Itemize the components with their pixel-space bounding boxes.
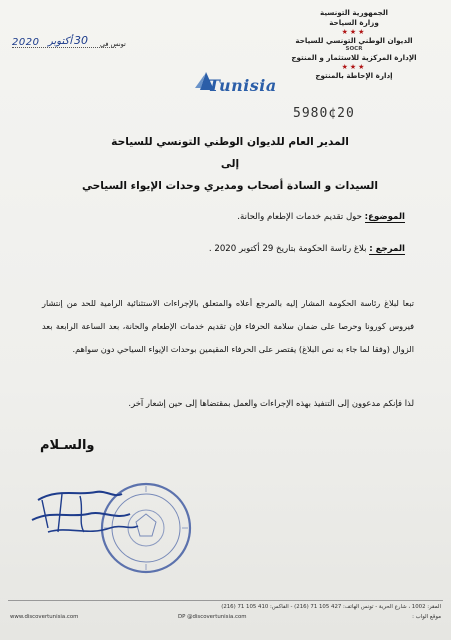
footer-website-label: موقع الواب : xyxy=(412,614,441,620)
closing-sentence: لذا فإنكم مدعوون إلى التنفيذ بهذه الإجراءات والعمل بمقتضاها إلى حين إشعار آخر. xyxy=(128,398,414,408)
title-recipients: السيدات و السادة أصحاب ومديري وحدات الإيواء السياحي xyxy=(81,180,379,192)
salutation: والسـلام xyxy=(40,438,95,453)
date-prefix: تونس في xyxy=(100,40,126,48)
reference-line xyxy=(75,244,405,254)
stars-divider-2: ★★★ xyxy=(341,63,367,71)
office-code: SOCR xyxy=(345,46,363,52)
reference-text: بلاغ رئاسة الحكومة بتاريخ 29 أكتوبر 2020 . xyxy=(208,244,370,254)
date-dotted-line xyxy=(12,47,116,48)
date-year: 2020 xyxy=(12,37,40,48)
footer-website[interactable]: www.discovertunisia.com xyxy=(10,614,79,620)
department-line: إدارة الإحاطة بالمنتوج xyxy=(315,71,393,80)
official-stamp-and-signature xyxy=(18,470,193,580)
subject-text: حول تقديم خدمات الإطعام والحانة. xyxy=(237,212,365,222)
ministry-line: وزارة السياحة xyxy=(329,18,379,27)
subject-label: الموضوع: xyxy=(364,212,405,222)
body-paragraph: تبعا لبلاغ رئاسة الحكومة المشار إليه بالمرجع أعلاه والمتعلق بالإجراءات الاستثنائية الرامية للحد من إنتشار فيروس كورونا وحرصا على ضمان سلامة الحرفاء فإن تقديم خدمات الإطعام والحانة، بعد الساعة الرابعة بعد الزوال (وفقا لما جاء به نص البلاغ) يقتصر على الحرفاء المقيمين بوحدات الإيواء السياحي دون سواهم. xyxy=(42,298,414,354)
title-to: إلى xyxy=(220,158,240,170)
letter-title xyxy=(60,131,400,197)
date-line xyxy=(12,36,142,52)
footer-email[interactable]: DP @discovertunisia.com xyxy=(178,614,247,620)
ministry-header xyxy=(279,8,429,81)
office-line: الديوان الوطني التونسي للسياحة xyxy=(295,36,413,45)
reference-label: المرجع : xyxy=(369,244,405,254)
tunisia-logo xyxy=(192,66,277,96)
stars-divider: ★★★ xyxy=(341,28,367,36)
letter-footer xyxy=(8,600,443,637)
directorate-line: الإدارة المركزية للاستثمار و المنتوج xyxy=(291,53,417,62)
stamp-seal xyxy=(18,470,193,580)
date-month: أكتوبر xyxy=(48,36,73,47)
date-day: 30 xyxy=(74,34,88,47)
title-sender: المدير العام للديوان الوطني التونسي للسياحة xyxy=(111,136,349,148)
footer-address: المقر: 1002 ، شارع الحرية - تونس الهاتف: 427 105 71 (216) - الفاكس: 410 105 71 (216) xyxy=(221,604,441,610)
logo-text: Tunisia xyxy=(208,76,277,95)
reference-number: 5980¢20 xyxy=(293,106,355,121)
subject-line xyxy=(75,212,405,222)
republic-line: الجمهورية التونسية xyxy=(319,8,389,17)
letter-body xyxy=(42,292,414,361)
